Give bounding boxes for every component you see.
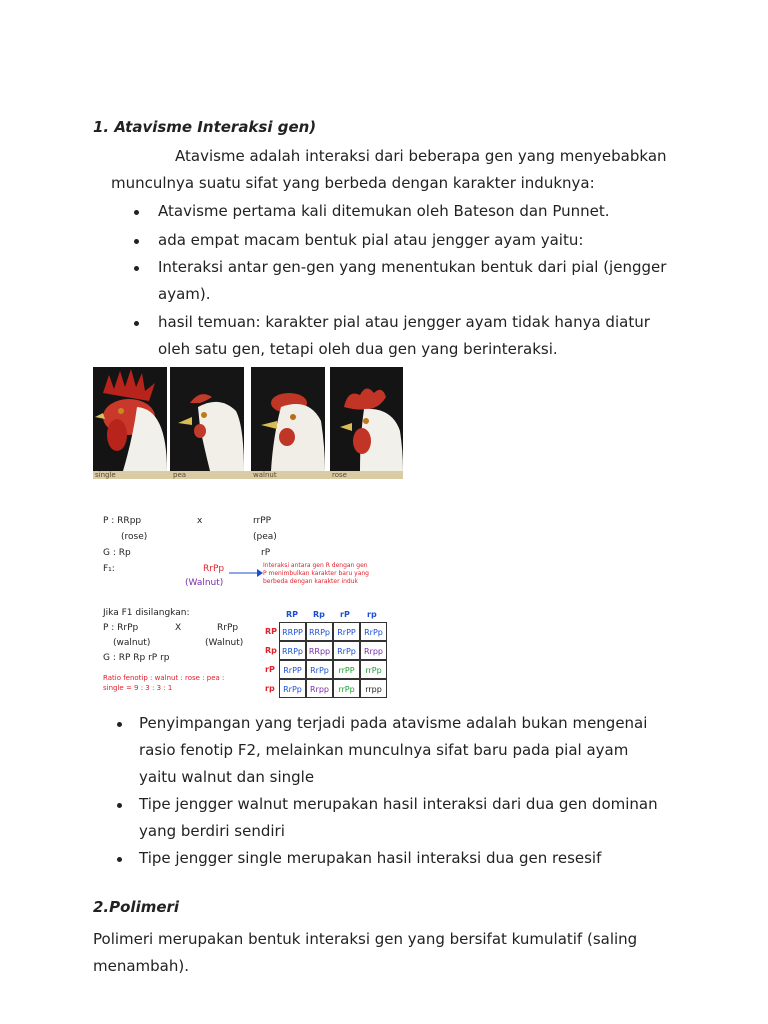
interaction-note-line-3: berbeda dengan karakter induk [263,578,358,585]
rooster-photo-pea [170,367,244,471]
list-item: Penyimpangan yang terjadi pada atavisme adalah bukan mengenai [139,714,648,732]
caption-walnut: walnut [253,471,277,479]
punnett-cell: RRpp [306,641,333,660]
interaction-note-line-1: Interaksi antara gen R dengan gen [263,562,368,569]
parent-1-genotype: P : RRpp [103,516,142,526]
list-item: Interaksi antar gen-gen yang menentukan bentuk dari pial (jengger [158,258,667,276]
section2-line-1: Polimeri merupakan bentuk interaksi gen yang bersifat kumulatif (saling [93,930,638,948]
caption-single: single [95,471,116,479]
punnett-cell: rrPp [333,679,360,698]
punnett-cell: RrPp [360,622,387,641]
ratio-line-1: Ratio fenotip : walnut : rose : pea : [103,674,225,682]
list-item: hasil temuan: karakter pial atau jengger ayam tidak hanya diatur [158,313,650,331]
interaction-note-line-2: P menimbulkan karakter baru yang [263,570,369,577]
punnett-cell: RrPP [279,660,306,679]
punnett-cell: RRPp [279,641,306,660]
punnett-row-header: Rp [265,646,277,655]
section-heading: 1. Atavisme Interaksi gen) [93,118,317,136]
f1-genotype: RrPp [203,564,225,574]
punnett-row-header: rP [265,665,275,674]
bullet-dot [134,266,139,271]
list-item-cont: ayam). [158,285,211,303]
rooster-photo-rose [330,367,403,471]
punnett-cell: RrPp [279,679,306,698]
list-item-cont: oleh satu gen, tetapi oleh dua gen yang berinteraksi. [158,340,558,358]
list-item-cont: rasio fenotip F2, melainkan munculnya sifat baru pada pial ayam [139,741,629,759]
caption-pea: pea [173,471,187,479]
intro-line-1: Atavisme adalah interaksi dari beberapa gen yang menyebabkan [175,147,667,165]
arrow-icon [229,568,263,578]
punnett-row-header: rp [265,684,275,693]
cross2-phenotype-2: (Walnut) [205,638,244,648]
punnett-cell: rrpp [360,679,387,698]
bullet-dot [134,321,139,326]
f1-label: F₁: [103,564,115,574]
section-heading-2: 2.Polimeri [93,898,180,916]
gamete-2: rP [261,548,271,558]
cross2-gametes: G : RP Rp rP rp [103,653,170,663]
punnett-cell: rrPP [333,660,360,679]
punnett-square [265,610,397,698]
f1-phenotype: (Walnut) [185,578,224,588]
cross2-parent-1: P : RrPp [103,623,139,633]
list-item: Tipe jengger single merupakan hasil interaksi dua gen resesif [139,849,602,867]
punnett-col-header: rp [367,610,377,619]
punnett-cell: RRPp [306,622,333,641]
punnett-cell: RRPP [279,622,306,641]
punnett-cell: RrPp [333,641,360,660]
punnett-col-header: rP [340,610,350,619]
punnett-cell: rrPp [360,660,387,679]
punnett-cell: Rrpp [306,679,333,698]
punnett-cell: RrPP [333,622,360,641]
caption-bar [93,471,403,479]
cross-diagram [93,510,403,705]
parent-2-genotype: rrPP [253,516,272,526]
bullet-dot [134,210,139,215]
cross2-parent-2: RrPp [217,623,239,633]
bullet-dot [117,722,122,727]
list-item: Atavisme pertama kali ditemukan oleh Bateson dan Punnet. [158,202,610,220]
parent-1-phenotype: (rose) [121,532,148,542]
ratio-line-2: single = 9 : 3 : 3 : 1 [103,684,173,692]
section2-line-2: menambah). [93,957,189,975]
parent-2-phenotype: (pea) [253,532,277,542]
punnett-cell: RrPp [306,660,333,679]
punnett-col-header: RP [286,610,299,619]
caption-rose: rose [332,471,347,479]
rooster-photo-walnut [251,367,325,471]
cross2-title: Jika F1 disilangkan: [103,608,190,618]
gamete-1: G : Rp [103,548,131,558]
rooster-comb-photos [93,367,403,479]
punnett-col-header: Rp [313,610,325,619]
punnett-cell: Rrpp [360,641,387,660]
punnett-row-header: RP [265,627,278,636]
list-item: ada empat macam bentuk pial atau jengger ayam yaitu: [158,231,584,249]
bullet-dot [134,239,139,244]
bullet-dot [117,857,122,862]
list-item-cont: yang berdiri sendiri [139,822,285,840]
list-item-cont: yaitu walnut dan single [139,768,315,786]
cross-symbol: x [197,516,203,526]
intro-line-2: munculnya suatu sifat yang berbeda dengan karakter induknya: [111,174,595,192]
cross2-phenotype-1: (walnut) [113,638,151,648]
rooster-photo-single [93,367,167,471]
list-item: Tipe jengger walnut merupakan hasil interaksi dari dua gen dominan [139,795,658,813]
bullet-dot [117,803,122,808]
cross2-symbol: X [175,623,182,633]
